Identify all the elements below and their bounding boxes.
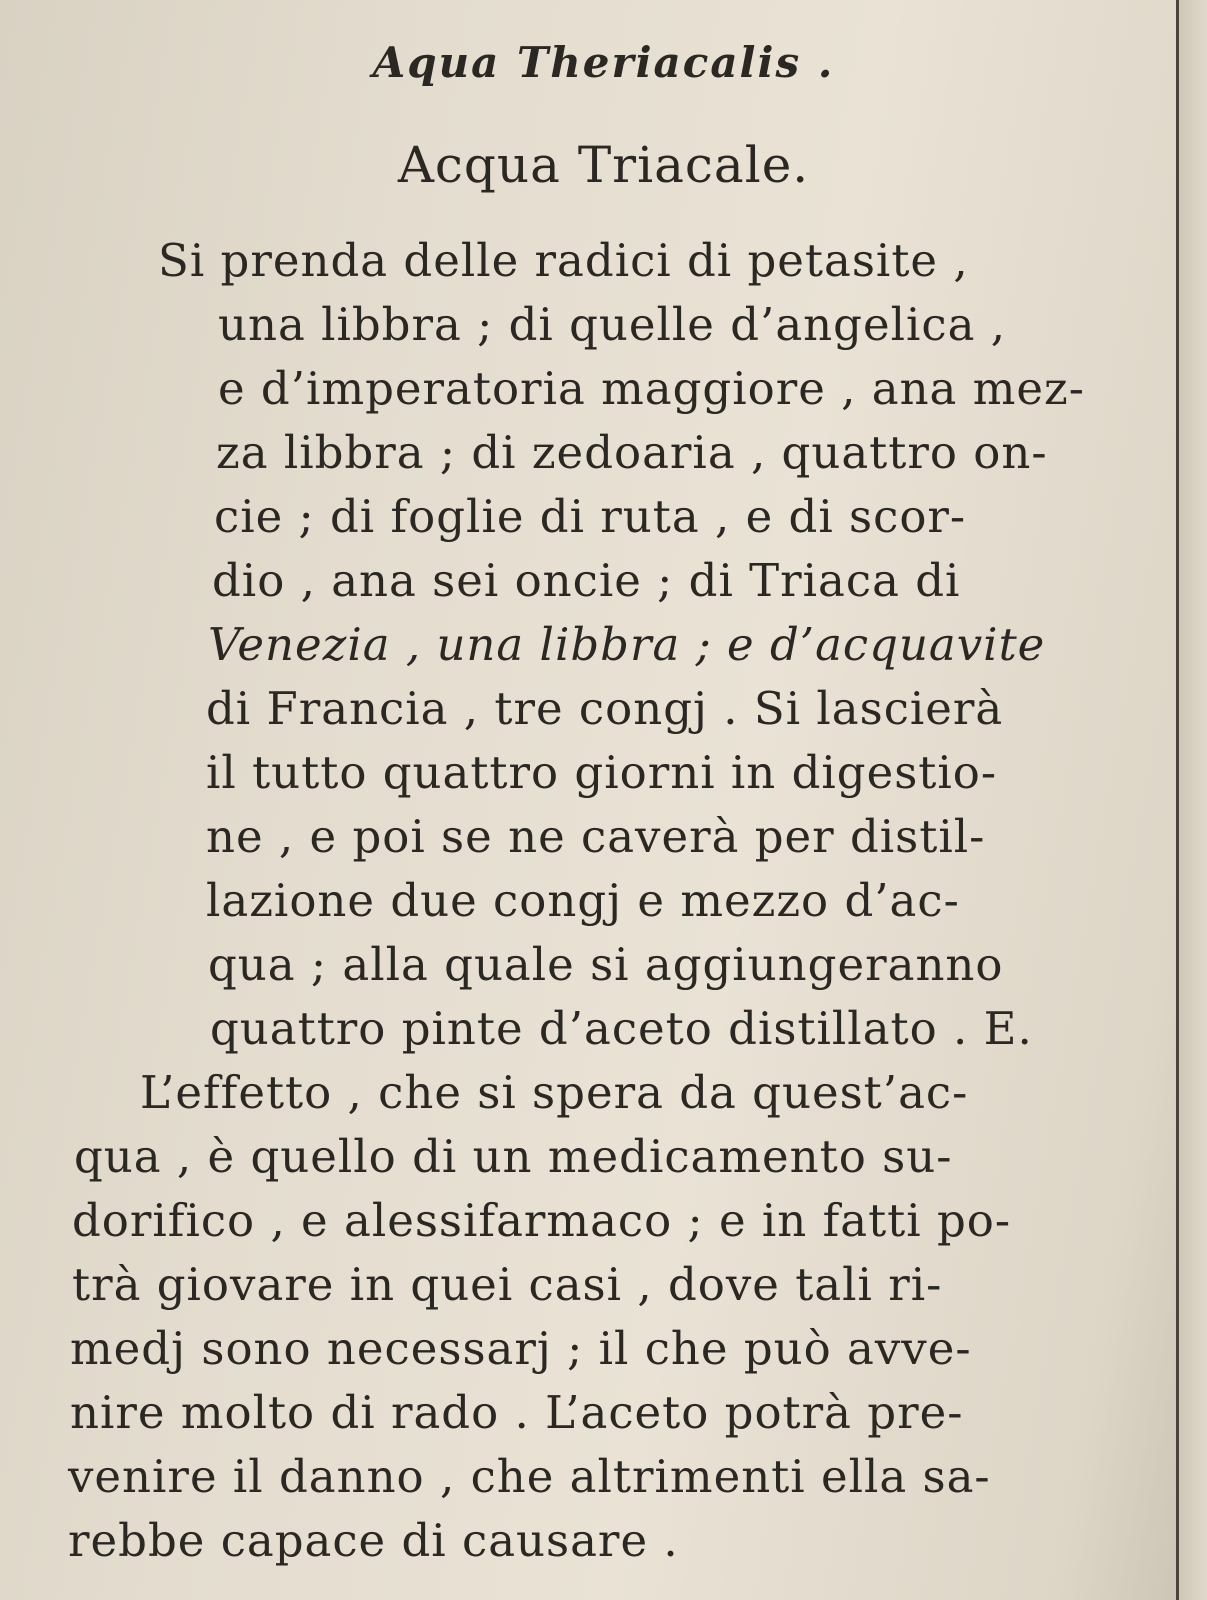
text-line: quattro pinte d’aceto distillato . E. [210, 1002, 1033, 1055]
text-line: il tutto quattro giorni in digestio- [206, 746, 998, 799]
text-line: lazione due congj e mezzo d’ac- [206, 874, 960, 927]
section-heading: Acqua Triacale. [397, 136, 810, 194]
text-line: dorifico , e alessifarmaco ; e in fatti po- [72, 1194, 1012, 1247]
text-line: una libbra ; di quelle d’angelica , [218, 298, 1007, 351]
text-line: medj sono necessarj ; il che può avve- [70, 1322, 972, 1375]
text-line: qua , è quello di un medicamento su- [74, 1130, 953, 1183]
text-line: qua ; alla quale si aggiungeranno [208, 938, 1004, 991]
text-line: dio , ana sei oncie ; di Triaca di [212, 554, 961, 607]
text-line: nire molto di rado . L’aceto potrà pre- [70, 1386, 964, 1439]
next-page-strip [1179, 0, 1207, 1600]
text-line: Venezia , una libbra ; e d’acquavite [208, 618, 1046, 671]
text-line: rebbe capace di causare . [68, 1514, 679, 1567]
text-line: trà giovare in quei casi , dove tali ri- [72, 1258, 943, 1311]
text-line: L’effetto , che si spera da quest’ac- [140, 1066, 969, 1119]
text-line: cie ; di foglie di ruta , e di scor- [214, 490, 967, 543]
text-line: venire il danno , che altrimenti ella sa- [68, 1450, 991, 1503]
running-title: Aqua Theriacalis . [372, 38, 835, 87]
text-line: ne , e poi se ne caverà per distil- [206, 810, 986, 863]
text-line: di Francia , tre congj . Si lascierà [206, 682, 1004, 735]
text-line: za libbra ; di zedoaria , quattro on- [216, 426, 1048, 479]
text-line: e d’imperatoria maggiore , ana mez- [218, 362, 1085, 415]
text-line: Si prenda delle radici di petasite , [158, 234, 969, 287]
